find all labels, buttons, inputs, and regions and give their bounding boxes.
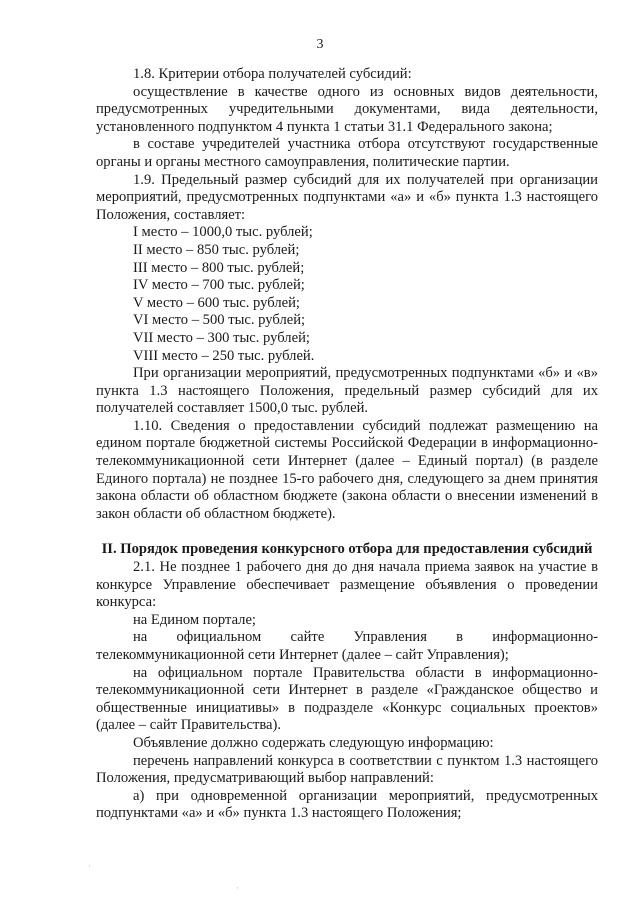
paragraph-unified-portal: на Едином портале; — [133, 611, 256, 628]
paragraph-1-10: 1.10. Сведения о предоставлении субсидий подлежат размещению на едином портале бюджетной системы Российской Федерации в информационно-телекоммуникационной сети Интернет (далее – Единый портал) (в разделе Единого портала) не позднее 15-го рабочего дня, следующего за днем принятия закона области об областном бюджете (закона области о внесении изменений в закон области об областном бюджете). — [96, 417, 598, 522]
list-item: V место – 600 тыс. рублей; — [133, 294, 300, 311]
list-item: I место – 1000,0 тыс. рублей; — [133, 224, 313, 241]
paragraph-1-8-criterion-2: в составе учредителей участника отбора отсутствуют государственные органы и органы местного самоуправления, политические партии. — [96, 136, 598, 170]
paragraph-1-8-heading: 1.8. Критерии отбора получателей субсидий: — [133, 66, 412, 82]
paragraph-directions-list: перечень направлений конкурса в соответствии с пунктом 1.3 настоящего Положения, предусматривающий выбор направлений: — [96, 752, 598, 787]
list-item: VII место – 300 тыс. рублей; — [133, 329, 310, 346]
paragraph-1-9-extra: При организации мероприятий, предусмотренных подпунктами «б» и «в» пункта 1.3 настоящего Положения, предельный размер субсидий для их получателей составляет 1500,0 тыс. рублей. — [96, 365, 598, 417]
page-number: 3 — [316, 37, 324, 52]
list-item: VI место – 500 тыс. рублей; — [133, 312, 306, 329]
list-item: IV место – 700 тыс. рублей; — [133, 277, 305, 294]
paragraph-government-portal: на официальном портале Правительства области в информационно-телекоммуникационной сети Интернет в разделе «Гражданское общество и общественные инициативы» в подразделе «Конкурс социальных проектов» (далее – сайт Правительства). — [96, 664, 598, 734]
list-item: VIII место – 250 тыс. рублей. — [133, 347, 315, 364]
document-body — [96, 66, 598, 823]
list-item: III место – 800 тыс. рублей; — [133, 259, 305, 276]
paragraph-option-a: а) при одновременной организации мероприятий, предусмотренных подпунктами «а» и «б» пункта 1.3 настоящего Положения; — [96, 787, 598, 822]
scan-speck: · — [88, 861, 91, 871]
paragraph-1-9: 1.9. Предельный размер субсидий для их получателей при организации мероприятий, предусмотренных подпунктами «а» и «б» пункта 1.3 настоящего Положения, составляет: — [96, 171, 598, 223]
subsidy-places-list — [96, 224, 598, 365]
list-item: II место – 850 тыс. рублей; — [133, 241, 300, 258]
scan-speck: · — [236, 883, 239, 893]
paragraph-announcement-info: Объявление должно содержать следующую информацию: — [133, 734, 494, 751]
paragraph-department-site: на официальном сайте Управления в информационно-телекоммуникационной сети Интернет (далее – сайт Управления); — [96, 629, 598, 663]
section-heading: II. Порядок проведения конкурсного отбора для предоставления субсидий — [101, 541, 593, 558]
paragraph-2-1: 2.1. Не позднее 1 рабочего дня до дня начала приема заявок на участие в конкурсе Управление обеспечивает размещение объявления о проведении конкурса: — [96, 559, 598, 611]
paragraph-1-8-criterion-1: осуществление в качестве одного из основных видов деятельности, предусмотренных учредительными документами, вида деятельности, установленного подпунктом 4 пункта 1 статьи 31.1 Федерального закона; — [96, 83, 598, 135]
